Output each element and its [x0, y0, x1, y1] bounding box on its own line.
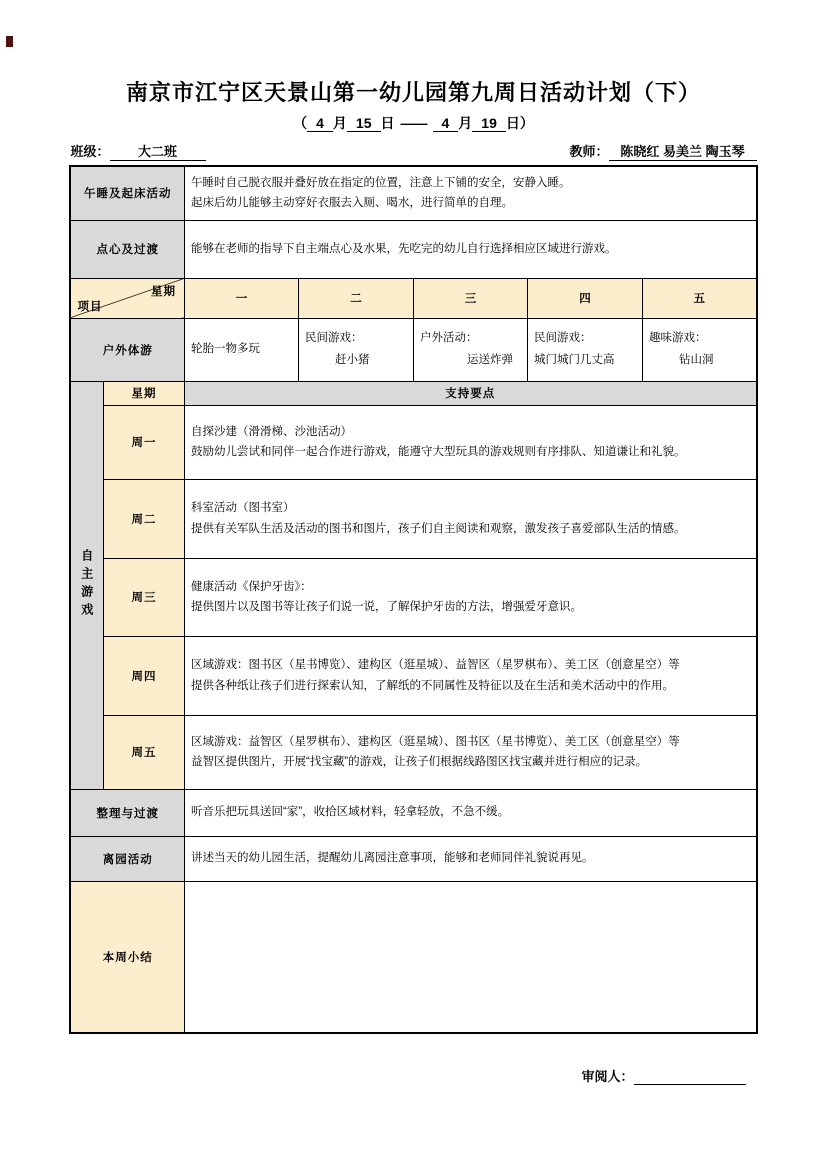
monday-content-cell — [184, 405, 756, 479]
outdoor-wed-line2: 运送炸弹 — [466, 353, 513, 366]
table-row-wednesday — [70, 558, 756, 636]
thursday-label-cell: 周四 — [103, 636, 184, 715]
snack-content-cell: 能够在老师的指导下自主端点心及水果，先吃完的幼儿自行选择相应区域进行游戏。 — [184, 220, 756, 278]
monday-line1: 自探沙建（滑滑梯、沙池活动） — [190, 425, 352, 438]
date-month1-char: 月 — [332, 115, 347, 131]
teacher-label: 教师： — [569, 144, 609, 159]
thursday-line2: 提供各种纸让孩子们进行探索认知，了解纸的不同属性及特征以及在生活和美术活动中的作用。 — [190, 679, 674, 692]
tuesday-content-cell — [184, 479, 756, 558]
date-range — [0, 113, 827, 133]
outdoor-thu-line2: 城门城门几丈高 — [533, 353, 615, 366]
date-dash: —— — [400, 115, 427, 131]
date-close-paren: ） — [519, 115, 534, 131]
tidy-content-cell: 听音乐把玩具送回“家”，收拾区域材料，轻拿轻放，不急不缓。 — [184, 789, 756, 836]
outdoor-cell-fri — [642, 318, 756, 381]
leave-content-cell: 讲述当天的幼儿园生活，提醒幼儿离园注意事项，能够和老师同伴礼貌说再见。 — [184, 836, 756, 881]
wednesday-line1: 健康活动《保护牙齿》： — [190, 580, 312, 593]
class-label: 班级： — [70, 144, 110, 159]
tuesday-line1: 科室活动（图书室） — [190, 502, 295, 515]
outdoor-cell-thu — [527, 318, 642, 381]
outdoor-cell-mon — [184, 318, 298, 381]
day-header-mon: 一 — [184, 278, 298, 318]
summary-content-cell — [184, 881, 756, 1033]
date-open-paren: （ — [293, 115, 308, 131]
table-row-nap — [70, 166, 756, 220]
outdoor-mon-line1: 轮胎一物多玩 — [190, 342, 260, 355]
reviewer-label: 审阅人： — [581, 1069, 634, 1084]
friday-line2: 益智区提供图片，开展“找宝藏”的游戏，让孩子们根据线路图区找宝藏并进行相应的记录。 — [190, 756, 648, 768]
diagonal-week-label: 星期 — [150, 285, 176, 298]
day-header-tue: 二 — [298, 278, 413, 318]
scan-artifact — [6, 36, 13, 47]
reviewer-blank — [634, 1069, 746, 1085]
snack-label-cell: 点心及过渡 — [70, 220, 184, 278]
wednesday-label-cell: 周三 — [103, 558, 184, 636]
monday-line2: 鼓励幼儿尝试和同伴一起合作进行游戏，能遵守大型玩具的游戏规则有序排队、知道谦让和礼貌。 — [190, 446, 686, 458]
date-month2-char: 月 — [458, 115, 473, 131]
activity-plan-table — [69, 165, 757, 1034]
date-month2-blank: 4 — [433, 115, 459, 132]
outdoor-fri-line1: 趣味游戏： — [648, 331, 707, 344]
wednesday-line2: 提供图片以及图书等让孩子们说一说，了解保护牙齿的方法，增强爱牙意识。 — [190, 601, 582, 613]
nap-line2: 起床后幼儿能够主动穿好衣服去入厕、喝水，进行简单的自理。 — [190, 197, 513, 210]
teacher-field — [569, 141, 756, 161]
table-row-day-header — [70, 278, 756, 318]
nap-label-cell: 午睡及起床活动 — [70, 166, 184, 220]
table-row-tidy — [70, 789, 756, 836]
outdoor-label-cell: 户外体游 — [70, 318, 184, 381]
selfplay-vertical-label-cell — [70, 381, 103, 789]
nap-content-cell — [184, 166, 756, 220]
selfplay-vertical-label: 自主游戏 — [79, 549, 94, 621]
outdoor-tue-line1: 民间游戏： — [304, 331, 363, 344]
friday-line1: 区域游戏：益智区（星罗棋布）、建构区（逛星城）、图书区（星书博览）、美工区（创意星空）等 — [190, 735, 680, 748]
table-row-outdoor — [70, 318, 756, 381]
day-header-fri: 五 — [642, 278, 756, 318]
class-field — [71, 141, 206, 161]
table-row-selfplay-header — [70, 381, 756, 405]
diagonal-item-label: 项目 — [77, 300, 103, 313]
tuesday-line2: 提供有关军队生活及活动的图书和图片，孩子们自主阅读和观察，激发孩子喜爱部队生活的情感。 — [190, 522, 686, 535]
outdoor-fri-line2: 钻山洞 — [678, 353, 714, 366]
table-row-thursday — [70, 636, 756, 715]
summary-label-cell: 本周小结 — [70, 881, 184, 1033]
outdoor-thu-line1: 民间游戏： — [533, 331, 592, 344]
document-title: 南京市江宁区天景山第一幼儿园第九周日活动计划（下） — [125, 80, 701, 105]
friday-content-cell — [184, 715, 756, 789]
class-teacher-line — [71, 141, 757, 161]
date-day1-blank: 15 — [347, 115, 381, 132]
date-month1-blank: 4 — [307, 115, 333, 132]
table-row-tuesday — [70, 479, 756, 558]
day-header-wed: 三 — [413, 278, 527, 318]
teacher-value: 陈晓红 易美兰 陶玉琴 — [609, 141, 757, 161]
reviewer-line — [64, 1066, 764, 1085]
class-value: 大二班 — [110, 141, 206, 161]
thursday-content-cell — [184, 636, 756, 715]
selfplay-week-header-cell: 星期 — [103, 381, 184, 405]
tidy-label-cell: 整理与过渡 — [70, 789, 184, 836]
nap-line1: 午睡时自己脱衣服并叠好放在指定的位置，注意上下铺的安全，安静入睡。 — [190, 177, 571, 190]
leave-label-cell: 离园活动 — [70, 836, 184, 881]
date-day2-char: 日 — [505, 115, 520, 131]
table-row-leave — [70, 836, 756, 881]
monday-label-cell: 周一 — [103, 405, 184, 479]
day-header-thu: 四 — [527, 278, 642, 318]
outdoor-tue-line2: 赶小猪 — [334, 353, 370, 366]
outdoor-wed-line1: 户外活动： — [419, 331, 478, 344]
table-row-summary — [70, 881, 756, 1033]
tuesday-label-cell: 周二 — [103, 479, 184, 558]
table-row-friday — [70, 715, 756, 789]
wednesday-content-cell — [184, 558, 756, 636]
date-day2-blank: 19 — [472, 115, 506, 132]
table-row-snack — [70, 220, 756, 278]
selfplay-points-header-cell: 支持要点 — [184, 381, 756, 405]
friday-label-cell: 周五 — [103, 715, 184, 789]
outdoor-cell-wed — [413, 318, 527, 381]
diagonal-header-cell — [70, 278, 184, 318]
thursday-line1: 区域游戏：图书区（星书博览）、建构区（逛星城）、益智区（星罗棋布）、美工区（创意星空）等 — [190, 659, 680, 672]
outdoor-cell-tue — [298, 318, 413, 381]
table-row-monday — [70, 405, 756, 479]
date-day1-char: 日 — [380, 115, 395, 131]
